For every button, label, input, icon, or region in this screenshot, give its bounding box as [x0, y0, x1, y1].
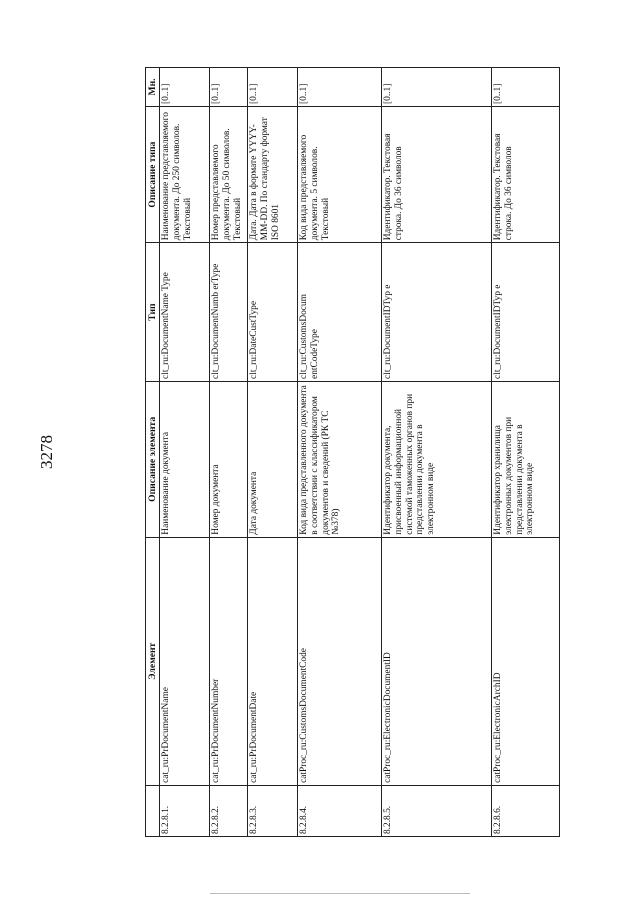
table-header-row	[146, 68, 160, 837]
row-multiplicity: [0..1]	[298, 68, 382, 107]
table-row	[210, 68, 248, 837]
row-type: clt_ru:DocumentIDTyp e	[382, 243, 492, 382]
row-description: Номер документа	[210, 381, 248, 537]
row-type-description: Наименование представляемого документа. До 250 символов. Текстовый	[160, 106, 210, 242]
row-type: clt_ru:CustomsDocum entCodeType	[298, 243, 382, 382]
row-description: Код вида представленного документа в соответствии с классификатором документов и сведений (РК ТС №378)	[298, 381, 382, 537]
header-type: Тип	[146, 243, 160, 382]
row-element: cat_ru:PrDocumentDate	[248, 537, 298, 785]
table-row	[492, 68, 560, 837]
row-number: 8.2.8.1.	[160, 785, 210, 836]
row-multiplicity: [0..1]	[248, 68, 298, 107]
row-multiplicity: [0..1]	[382, 68, 492, 107]
page-number: 3278	[37, 435, 56, 469]
row-type: clt_ru:DocumentIDTyp e	[492, 243, 560, 382]
row-type-description: Дата. Дата в формате YYYY-MM-DD. По стандарту формат ISO 8601	[248, 106, 298, 242]
row-number: 8.2.8.5.	[382, 785, 492, 836]
row-type: clt_ru:DocumentName Type	[160, 243, 210, 382]
row-type-description: Идентификатор. Текстовая строка. До 36 символов	[382, 106, 492, 242]
row-element: catProc_ru:ElectronicDocumentID	[382, 537, 492, 785]
table-row	[248, 68, 298, 837]
row-description: Идентификатор хранилища электронных документов при представлении документа в электронном виде	[492, 381, 560, 537]
rotated-page-content	[145, 67, 555, 837]
row-type-description: Код вида представляемого документа. 5 символов. Текстовый	[298, 106, 382, 242]
row-element: catProc_ru:CustomsDocumentCode	[298, 537, 382, 785]
header-num	[146, 785, 160, 836]
row-number: 8.2.8.6.	[492, 785, 560, 836]
row-multiplicity: [0..1]	[210, 68, 248, 107]
row-element: cat_ru:PrDocumentNumber	[210, 537, 248, 785]
row-type-description: Идентификатор. Текстовая строка. До 36 символов	[492, 106, 560, 242]
row-type-description: Номер представляемого документа. До 50 символов. Текстовый	[210, 106, 248, 242]
scan-edge-line	[210, 893, 470, 894]
table-row	[382, 68, 492, 837]
header-element: Элемент	[146, 537, 160, 785]
table-row	[298, 68, 382, 837]
row-type: clt_ru:DateCustType	[248, 243, 298, 382]
row-multiplicity: [0..1]	[160, 68, 210, 107]
row-number: 8.2.8.2.	[210, 785, 248, 836]
row-number: 8.2.8.3.	[248, 785, 298, 836]
row-multiplicity: [0..1]	[492, 68, 560, 107]
row-description: Идентификатор документа, присвоенный информационной системой таможенных органов при представлении документа в электронном виде	[382, 381, 492, 537]
header-type-description: Описание типа	[146, 106, 160, 242]
header-multiplicity: Мн.	[146, 68, 160, 107]
row-description: Дата документа	[248, 381, 298, 537]
row-element: cat_ru:PrDocumentName	[160, 537, 210, 785]
header-description: Описание элемента	[146, 381, 160, 537]
row-element: catProc_ru:ElectronicArchID	[492, 537, 560, 785]
row-description: Наименование документа	[160, 381, 210, 537]
row-number: 8.2.8.4.	[298, 785, 382, 836]
row-type: clt_ru:DocumentNumb erType	[210, 243, 248, 382]
table-row	[160, 68, 210, 837]
element-spec-table	[145, 67, 560, 837]
